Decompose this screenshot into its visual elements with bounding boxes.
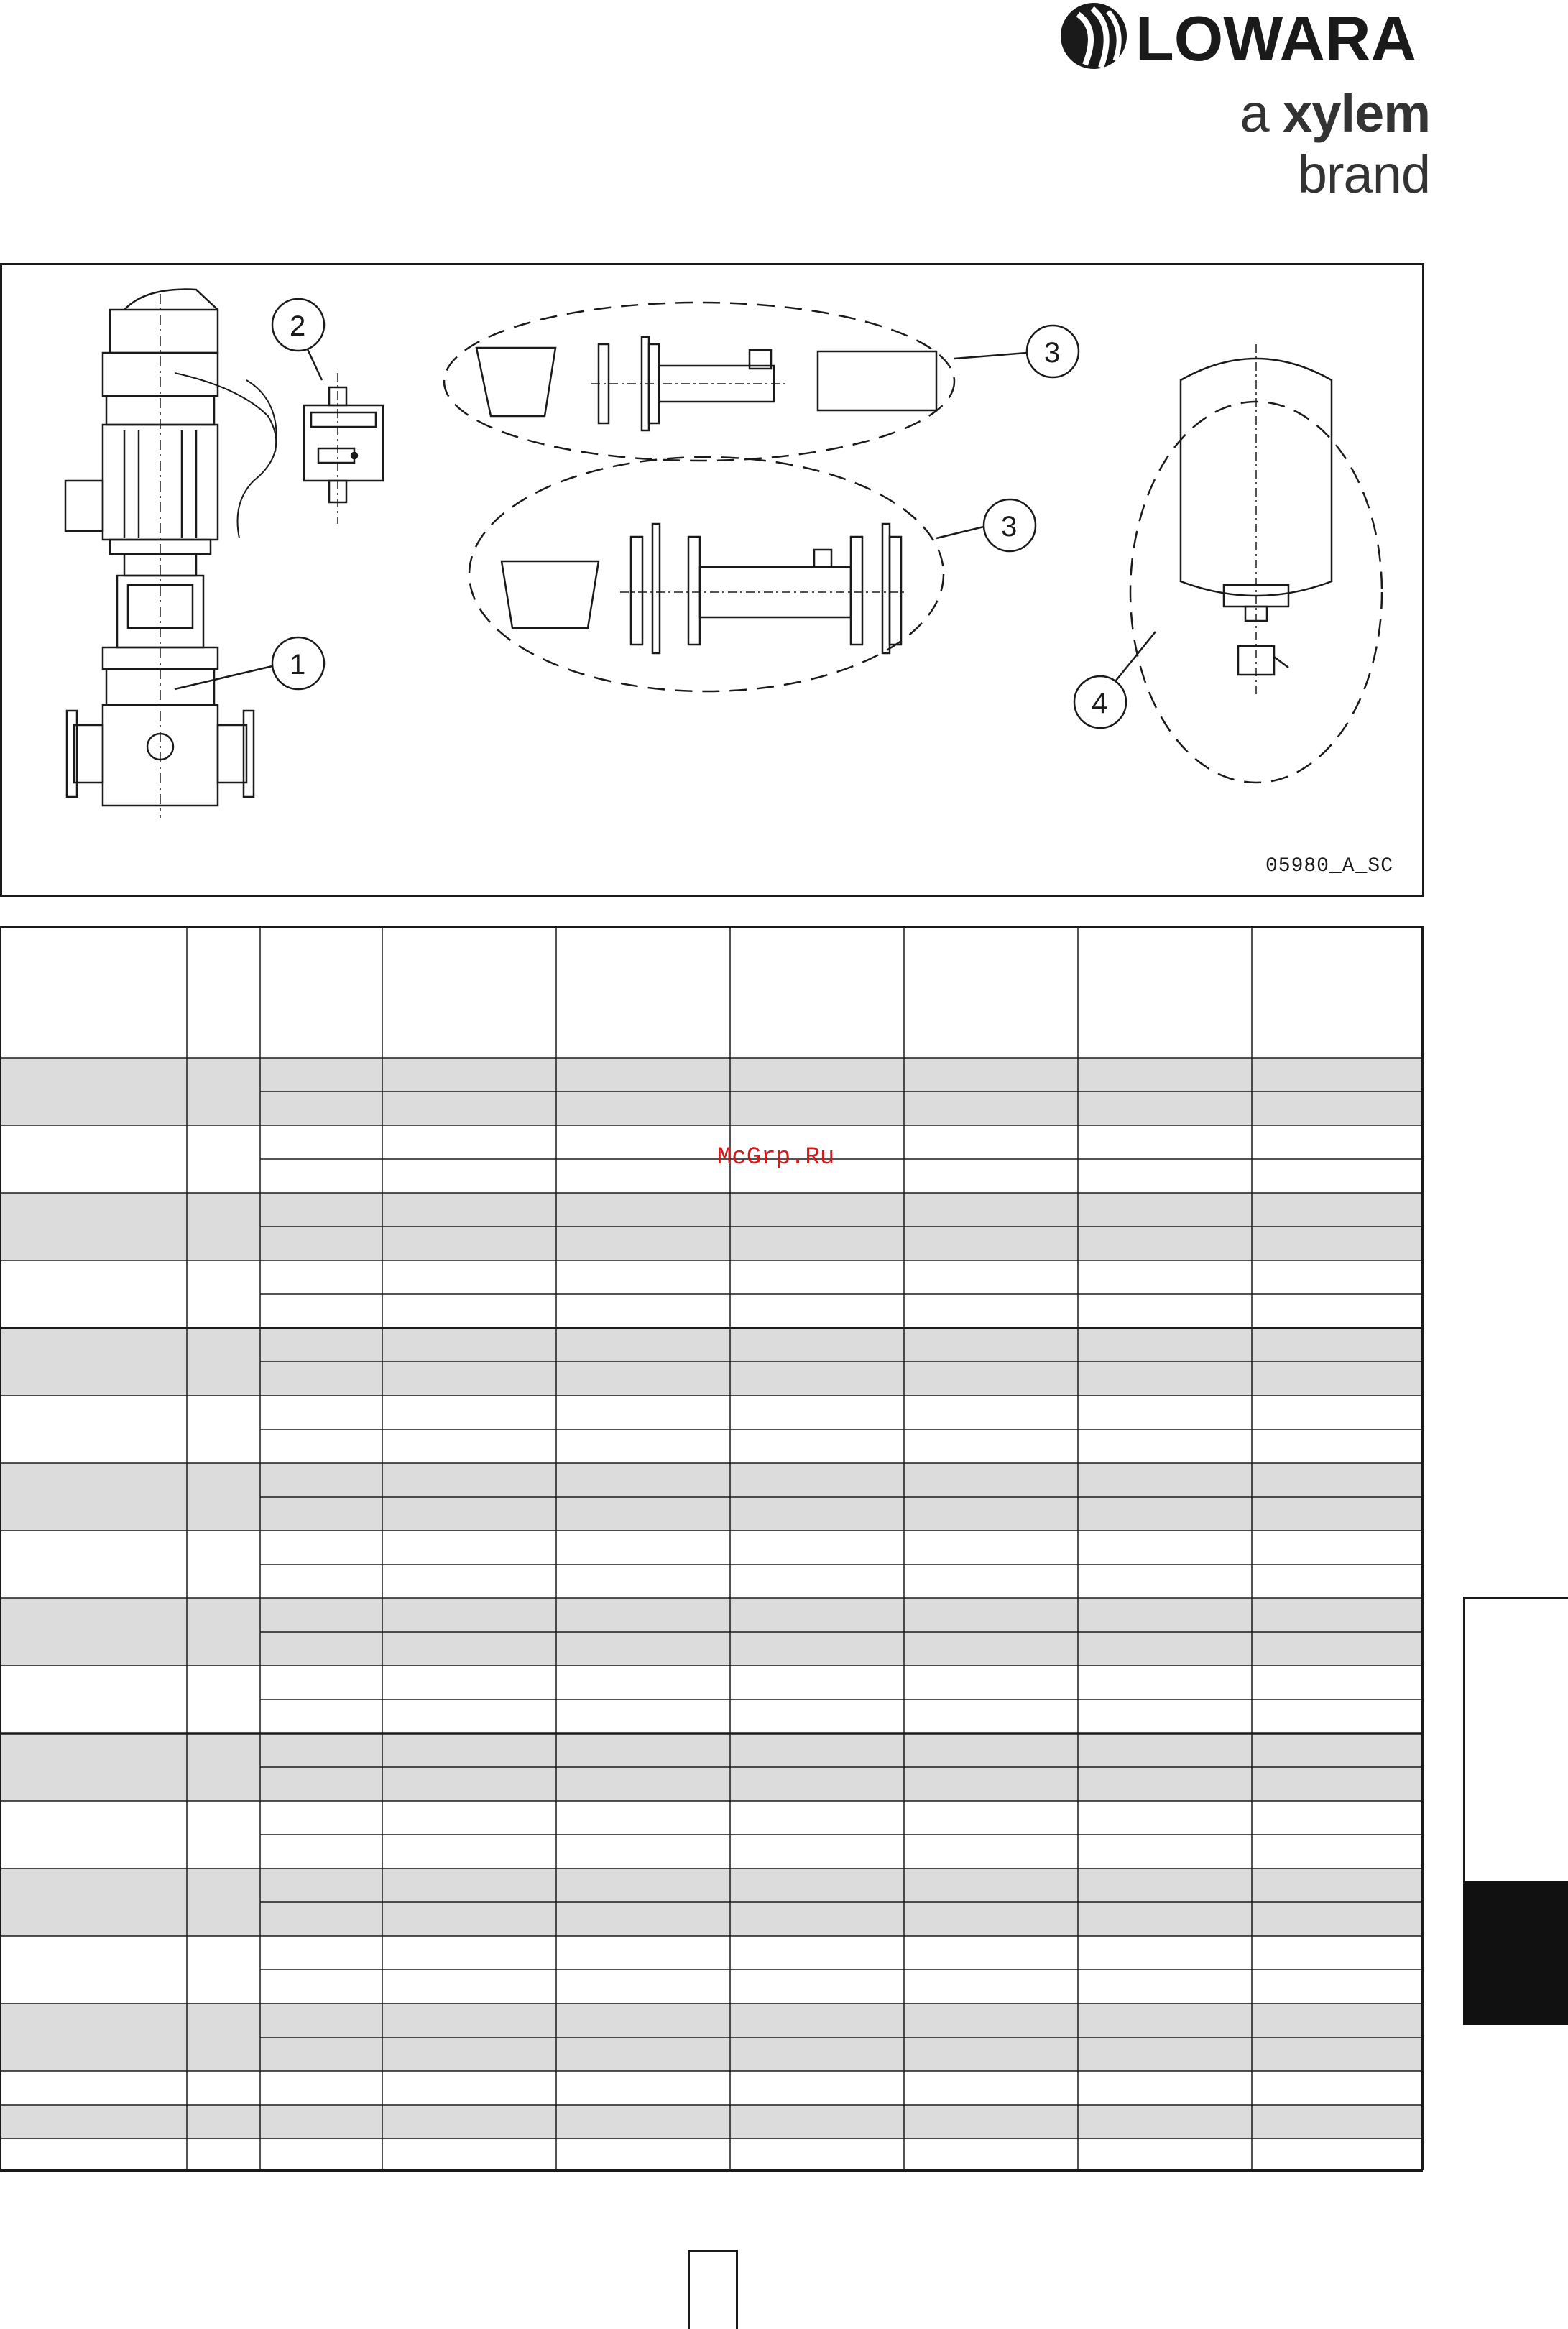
section-tab-outline — [1463, 1597, 1568, 1881]
callout-3-lower — [936, 499, 1036, 551]
table-row-shade — [0, 1193, 1423, 1227]
callout-4 — [1074, 632, 1156, 728]
callout-1-label: 1 — [290, 649, 306, 681]
accessories-table — [0, 926, 1426, 2172]
table-row-shade — [0, 2105, 1423, 2139]
callout-3-upper-label: 3 — [1044, 337, 1061, 369]
watermark: McGrp.Ru — [717, 1144, 835, 1171]
callout-2-label: 2 — [290, 310, 306, 342]
callout-1 — [175, 637, 324, 689]
table-row-shade — [0, 1328, 1423, 1362]
vertical-pump-drawing — [65, 290, 277, 818]
table-row-shade — [0, 1463, 1423, 1497]
tagline-suffix: brand — [1297, 144, 1430, 204]
table-row-shade — [0, 1733, 1423, 1767]
logo-wordmark: LOWARA — [1135, 3, 1417, 74]
brand-tagline — [1121, 83, 1430, 205]
callout-2 — [272, 299, 324, 380]
lowara-logo — [1056, 0, 1430, 79]
table-row-shade — [0, 1092, 1423, 1125]
page-number-box — [688, 2250, 738, 2329]
table-row-shade — [0, 1227, 1423, 1260]
table-row-shade — [0, 1767, 1423, 1801]
drawing-code: 05980_A_SC — [1265, 855, 1393, 877]
pressure-switch-drawing — [304, 373, 383, 524]
accessories-drawing — [2, 265, 1426, 899]
callouts — [175, 299, 1156, 728]
table-row-shade — [0, 2037, 1423, 2071]
tagline-xylem: xylem — [1283, 83, 1430, 143]
lowara-droplet-icon — [1061, 3, 1127, 69]
expansion-tank-drawing — [1130, 344, 1382, 783]
table-row-shade — [0, 1497, 1423, 1531]
table-row-shade — [0, 1598, 1423, 1632]
accessories-figure — [0, 263, 1424, 897]
table-row-shade — [0, 1362, 1423, 1396]
kit-3-lower-drawing — [469, 457, 944, 691]
table-row-shade — [0, 1902, 1423, 1936]
tagline-prefix: a — [1240, 83, 1283, 143]
table-grid — [0, 926, 1426, 2172]
table-row-shade — [0, 1868, 1423, 1902]
callout-4-label: 4 — [1092, 688, 1108, 719]
table-row-shade — [0, 2003, 1423, 2037]
section-tab-marker — [1463, 1881, 1568, 2025]
table-row-shade — [0, 1058, 1423, 1092]
table-row-shade — [0, 1632, 1423, 1666]
callout-3-lower-label: 3 — [1001, 511, 1018, 543]
callout-3-upper — [954, 326, 1079, 377]
kit-3-upper-drawing — [444, 303, 954, 461]
